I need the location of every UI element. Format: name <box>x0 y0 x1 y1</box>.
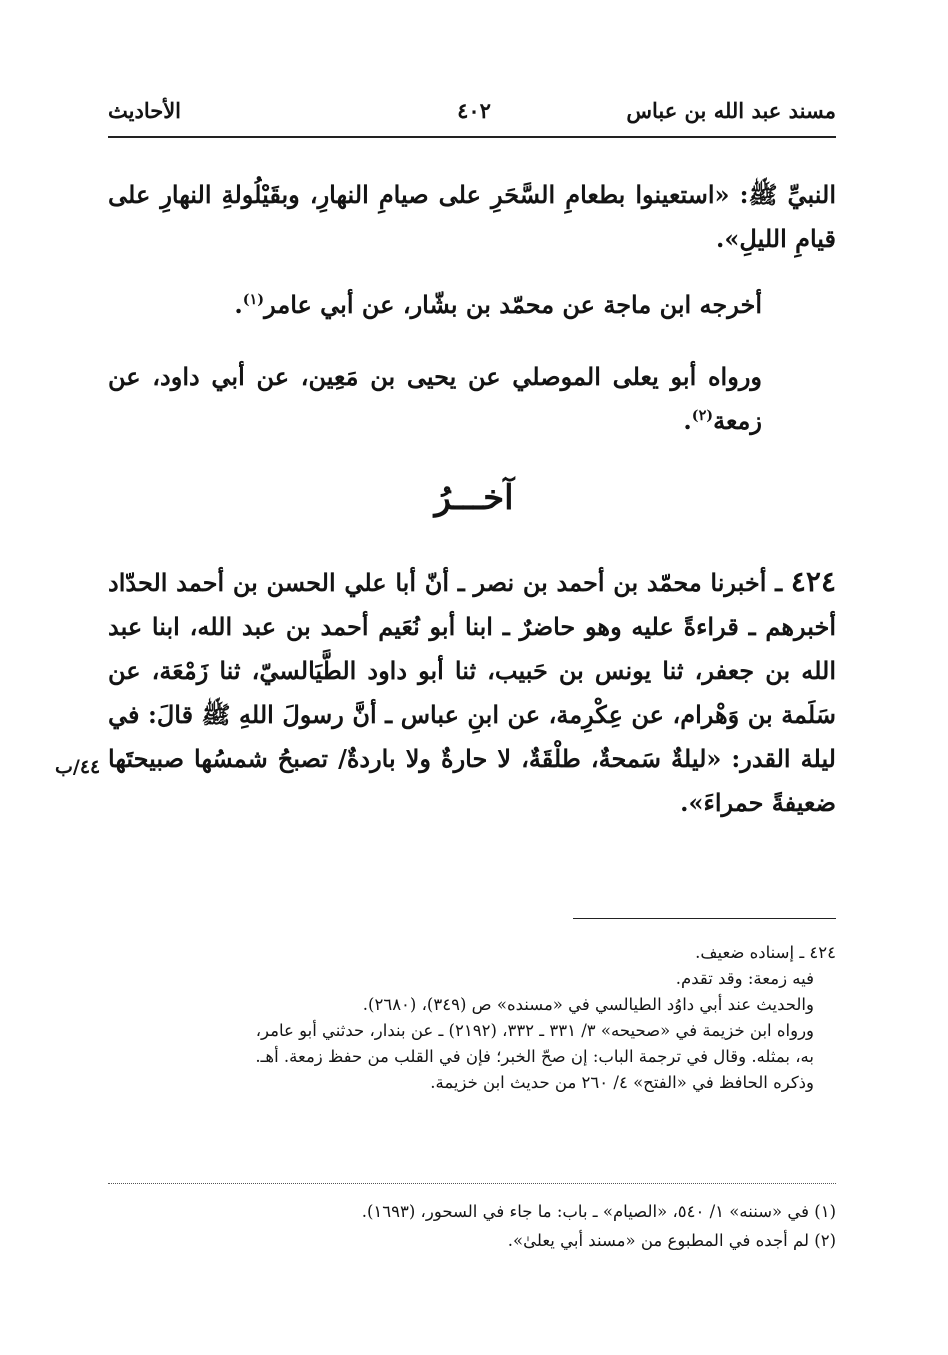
takhrij-text: ورواه أبو يعلى الموصلي عن يحيى بن مَعِين، عن أبي داود، عن زمعة <box>108 362 762 435</box>
hadith-continuation-paragraph: النبيِّ ﷺ: «استعينوا بطعامِ السَّحَرِ على صيامِ النهارِ، وبقَيْلُولةِ النهارِ على قيامِ الليلِ». <box>108 180 836 253</box>
hadith-number: ٤٢٤ <box>790 565 836 598</box>
takhrij-text: أخرجه ابن ماجة عن محمّد بن بشّار، عن أبي عامر <box>264 290 762 319</box>
takhrij-paragraph-ibn-majah <box>108 283 836 327</box>
page-number: ٤٠٢ <box>457 98 491 123</box>
footnote-ref-2: (٢) <box>691 407 714 424</box>
takhrij-paragraph-abu-yala <box>108 355 836 443</box>
running-header-book-title: مسند عبد الله بن عباس <box>626 98 836 123</box>
section-heading: آخـــرُ <box>434 478 514 518</box>
note-line: ورواه ابن خزيمة في «صحيحه» ٣/ ٣٣١ ـ ٣٣٢، (٢١٩٢) ـ عن بندار، حدثني أبو عامر، <box>255 1021 814 1040</box>
footnote-ref-1: (١) <box>242 291 265 308</box>
footnote-1: (١) في «سننه» ١/ ٥٤٠، «الصيام» ـ باب: ما جاء في السحور، (١٦٩٣). <box>361 1202 836 1221</box>
hadith-text: ـ أخبرنا محمّد بن أحمد بن نصر ـ أنّ أبا علي الحسن بن أحمد الحدّاد أخبرهم ـ قراءةً عليه وهو حاضرٌ ـ ابنا أبو نُعَيم أحمد بن عبد الله، ابنا عبد الله بن جعفر، ثنا يونس بن حَبيب، ثنا أبو داود الطَّيَالسيّ، ثنا زَمْعَة، عن سَلَمة بن وَهْرام، عن عِكْرِمة، عن ابنِ عباس ـ أنَّ رسولَ اللهِ ﷺ قالَ: في ليلة القدر: «ليلةٌ سَمحةٌ، طلْقَةٌ، لا حارةٌ ولا باردةٌ/ تصبحُ شمسُها صبيحتَها ضعيفةً حمراءَ». <box>108 568 836 817</box>
note-line: والحديث عند أبي داوُد الطيالسي في «مسنده» ص (٣٤٩)، (٢٦٨٠). <box>362 995 814 1014</box>
note-line: ٤٢٤ ـ إسناده ضعيف. <box>695 943 836 962</box>
sentence-end: . <box>234 290 243 319</box>
footnotes <box>108 1197 836 1255</box>
note-line: فيه زمعة: وقد تقدم. <box>675 969 814 988</box>
sentence-end: . <box>683 406 692 435</box>
hadith-paragraph <box>108 560 836 825</box>
running-header-section: الأحاديث <box>108 98 182 123</box>
header-divider <box>108 136 836 138</box>
note-line: وذكره الحافظ في «الفتح» ٤/ ٢٦٠ من حديث ابن خزيمة. <box>430 1073 814 1092</box>
footnote-2: (٢) لم أجده في المطبوع من «مسند أبي يعلىٰ». <box>507 1231 836 1250</box>
commentary-notes <box>108 940 836 1096</box>
footnotes-divider <box>108 1183 836 1184</box>
note-line: به، بمثله. وقال في ترجمة الباب: إن صحّ الخبر؛ فإن في القلب من حفظ زمعة. أهـ. <box>255 1047 814 1066</box>
notes-divider <box>573 918 836 919</box>
manuscript-folio-note: ٤٤/ب <box>55 756 101 778</box>
